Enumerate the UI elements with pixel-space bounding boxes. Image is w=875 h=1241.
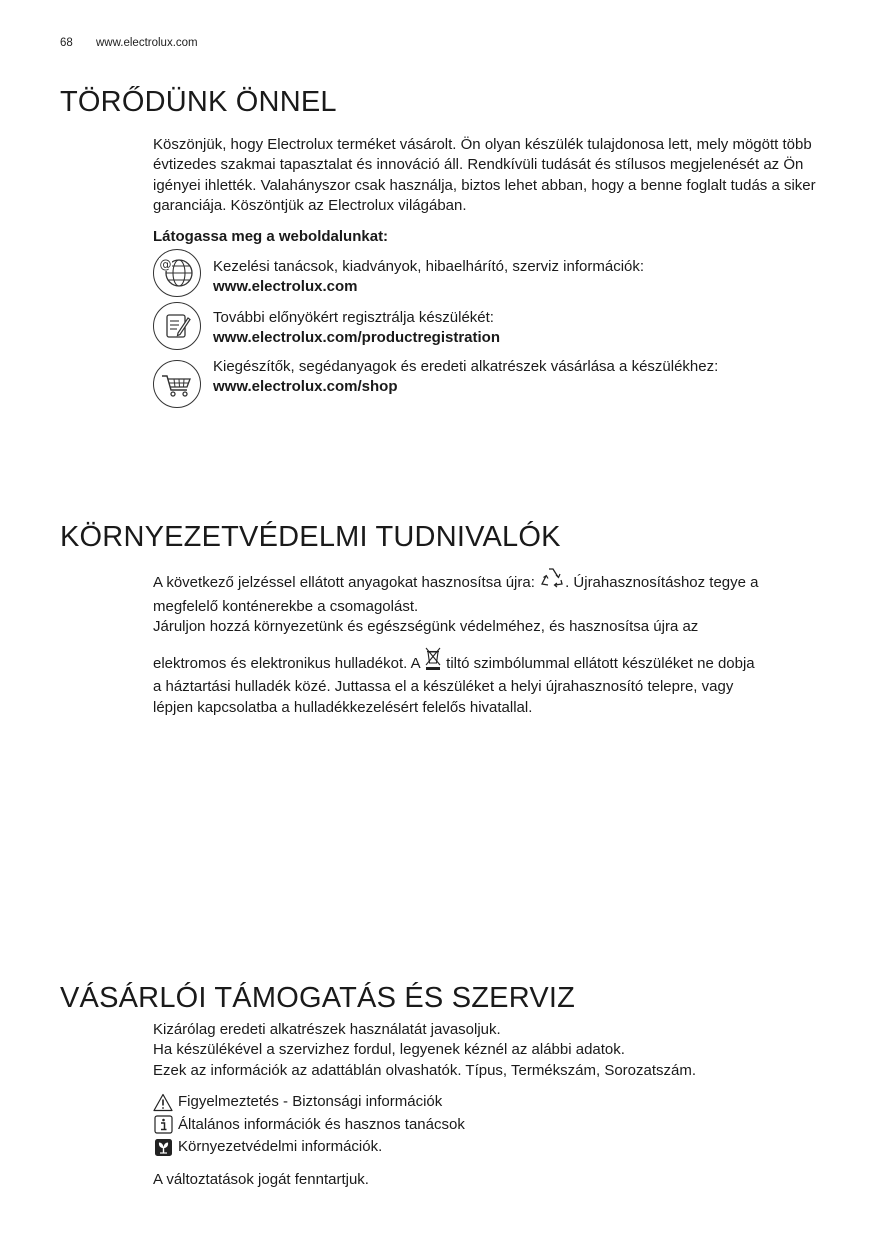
link-row-shop (153, 357, 853, 411)
support-text (153, 1020, 843, 1081)
page-header (60, 37, 198, 49)
env-line2: megfelelő konténerekbe a csomagolást. (153, 597, 419, 615)
care-title: TÖRŐDÜNK ÖNNEL (60, 86, 337, 118)
registration-form-icon (153, 302, 201, 350)
environment-text (153, 566, 843, 718)
header-url[interactable]: www.electrolux.com (96, 37, 198, 49)
link-row-support (153, 249, 853, 299)
link-url-registration[interactable]: www.electrolux.com/productregistration (213, 329, 500, 347)
env-line1b: . Újrahasznosításhoz tegye a (565, 574, 759, 591)
support-line: Ezek az információk az adattáblán olvashatók. Típus, Termékszám, Sorozatszám. (153, 1061, 697, 1079)
environment-title: KÖRNYEZETVÉDELMI TUDNIVALÓK (60, 521, 561, 553)
warning-icon (153, 1093, 173, 1112)
legend-text: Figyelmeztetés - Biztonsági információk (178, 1093, 443, 1110)
environment-icon (153, 1138, 173, 1157)
env-line5: a háztartási hulladék közé. Juttassa el a készüléket a helyi újrahasznosító telepre, vagy (153, 678, 734, 695)
support-title: VÁSÁRLÓI TÁMOGATÁS ÉS SZERVIZ (60, 982, 576, 1014)
link-desc: További előnyökért regisztrálja készülékét: (213, 309, 494, 326)
env-line4b: tiltó szimbólummal ellátott készüléket ne dobja (446, 654, 755, 672)
env-line1a: A következő jelzéssel ellátott anyagokat hasznosítsa újra: (153, 574, 535, 591)
legend-item-environment (153, 1136, 465, 1159)
svg-text:@: @ (159, 257, 172, 272)
link-text-shop (213, 357, 718, 398)
page-number: 68 (60, 37, 73, 49)
link-text-registration (213, 308, 500, 349)
legend-text: Környezetvédelmi információk. (178, 1138, 383, 1155)
support-line: Kizárólag eredeti alkatrészek használatát javasoljuk. (153, 1021, 501, 1038)
crossed-bin-icon (424, 647, 442, 678)
legend-item-info (153, 1114, 465, 1137)
care-intro-text: Köszönjük, hogy Electrolux terméket vásárolt. Ön olyan készülék tulajdonosa lett, mely mögött több évtizedes szakmai tapasztalat és innováció áll. Rendkívüli tudását és stílusos megjelenését az Ön igényei ihlették. Valahányszor csak használja, biztos lehet abban, hogy a benne foglalt tudás a siker garanciája. Köszöntjük az Electrolux világában. (153, 136, 816, 214)
link-desc: Kezelési tanácsok, kiadványok, hibaelhárító, szerviz információk: (213, 258, 645, 275)
link-url-support[interactable]: www.electrolux.com (213, 278, 358, 296)
legend-item-warning (153, 1091, 465, 1114)
support-line: Ha készülékével a szervizhez fordul, legyenek kéznél az alábbi adatok. (153, 1041, 625, 1059)
visit-label: Látogassa meg a weboldalunkat: (153, 228, 389, 245)
care-intro (153, 135, 843, 216)
globe-at-icon (153, 249, 201, 297)
shopping-cart-icon (153, 360, 201, 408)
link-text-support (213, 257, 644, 298)
env-line3: Járuljon hozzá környezetünk és egészségünk védelméhez, és hasznosítsa újra az (153, 618, 699, 635)
link-desc: Kiegészítők, segédanyagok és eredeti alkatrészek vásárlása a készülékhez: (213, 358, 719, 375)
info-icon (153, 1115, 173, 1134)
env-line4a: elektromos és elektronikus hulladékot. A (153, 654, 420, 672)
footer-note: A változtatások jogát fenntartjuk. (153, 1171, 369, 1188)
symbol-legend (153, 1091, 465, 1159)
link-row-registration (153, 302, 853, 352)
link-url-shop[interactable]: www.electrolux.com/shop (213, 378, 398, 396)
env-line6: lépjen kapcsolatba a hulladékkezelésért felelős hivatallal. (153, 698, 533, 716)
legend-text: Általános információk és hasznos tanácsok (178, 1115, 465, 1133)
recycle-icon (539, 566, 565, 597)
